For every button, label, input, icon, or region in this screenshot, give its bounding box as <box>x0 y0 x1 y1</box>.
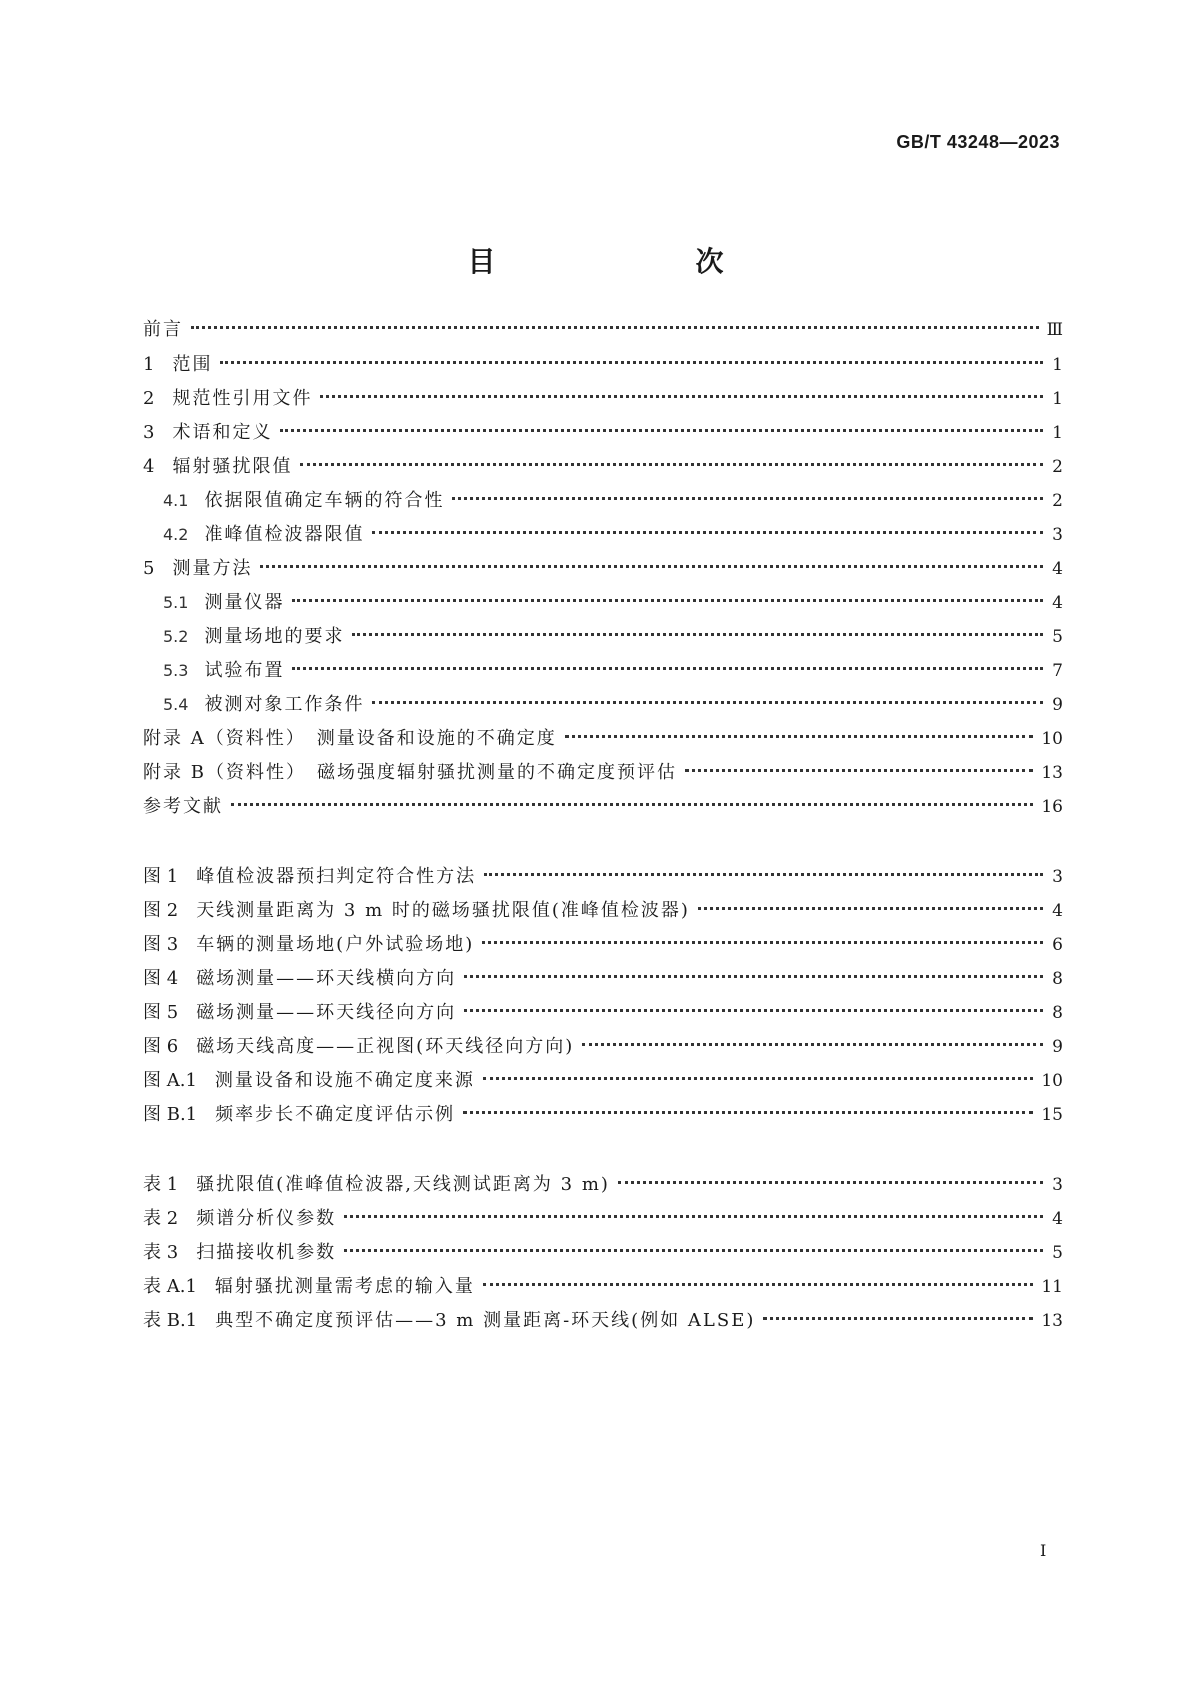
toc-entry-page: 3 <box>1052 867 1063 887</box>
dot-leader <box>372 531 1043 534</box>
toc-entry-label: 试验布置 <box>204 660 285 681</box>
toc-entry-page: 13 <box>1041 763 1063 783</box>
toc-entry-page: 4 <box>1052 901 1063 921</box>
toc-entry-label: 辐射骚扰限值 <box>172 456 293 477</box>
toc-subentry[interactable]: 5.1 测量仪器 4 <box>163 588 1063 618</box>
dot-leader <box>352 633 1043 636</box>
toc-entry-page: 10 <box>1041 1071 1063 1091</box>
toc-entry-references[interactable] <box>143 792 1063 822</box>
toc-entry-label: 被测对象工作条件 <box>204 694 365 715</box>
dot-leader <box>685 769 1033 772</box>
toc-entry-page: Ⅲ <box>1046 320 1063 340</box>
dot-leader <box>280 429 1043 432</box>
toc-subentry[interactable]: 4.1 依据限值确定车辆的符合性 2 <box>163 486 1063 516</box>
toc-entry-label: 术语和定义 <box>172 422 273 443</box>
toc-entry-label: 频谱分析仪参数 <box>196 1208 337 1229</box>
toc-entry-page: 9 <box>1052 1037 1063 1057</box>
toc-entry-label: 车辆的测量场地(户外试验场地) <box>196 934 475 955</box>
dot-leader <box>260 565 1043 568</box>
toc-entry[interactable]: 2 规范性引用文件 1 <box>143 384 1063 414</box>
dot-leader <box>698 907 1043 910</box>
toc-entry-label: 天线测量距离为 3 m 时的磁场骚扰限值(准峰值检波器) <box>196 900 690 921</box>
dot-leader <box>292 667 1043 670</box>
dot-leader <box>484 873 1043 876</box>
toc-entry-page: 5 <box>1052 627 1063 647</box>
dot-leader <box>483 1077 1033 1080</box>
toc-entry-label: 附录 B（资料性） 磁场强度辐射骚扰测量的不确定度预评估 <box>143 762 677 783</box>
toc-table-entry[interactable]: 表 2 频谱分析仪参数 4 <box>143 1204 1063 1234</box>
toc-subentry[interactable]: 4.2 准峰值检波器限值 3 <box>163 520 1063 550</box>
toc-subentry[interactable]: 5.4 被测对象工作条件 9 <box>163 690 1063 720</box>
toc-entry-appendix-a[interactable] <box>143 724 1063 754</box>
toc-figure-entry[interactable]: 图 2 天线测量距离为 3 m 时的磁场骚扰限值(准峰值检波器) 4 <box>143 896 1063 926</box>
toc-figure-entry[interactable]: 图 A.1 测量设备和设施不确定度来源 10 <box>143 1066 1063 1096</box>
toc-table-entry[interactable]: 表 3 扫描接收机参数 5 <box>143 1238 1063 1268</box>
toc-entry-label: 频率步长不确定度评估示例 <box>215 1104 456 1125</box>
toc-entry-label: 范围 <box>172 354 213 375</box>
toc-entry-page: 3 <box>1052 525 1063 545</box>
toc-entry-label: 磁场测量——环天线横向方向 <box>196 968 457 989</box>
toc-entry-label: 辐射骚扰测量需考虑的输入量 <box>214 1276 475 1297</box>
dot-leader <box>463 1111 1033 1114</box>
toc-entry-page: 13 <box>1041 1311 1063 1331</box>
toc-entry-label: 依据限值确定车辆的符合性 <box>204 490 445 511</box>
toc-table-entry[interactable]: 表 A.1 辐射骚扰测量需考虑的输入量 11 <box>143 1272 1063 1302</box>
toc-entry-page: 2 <box>1052 457 1063 477</box>
toc-entry-page: 4 <box>1052 1209 1063 1229</box>
page-title: 目 次 <box>467 245 772 278</box>
toc-entry-page: 4 <box>1052 593 1063 613</box>
toc-entry-label: 测量仪器 <box>204 592 285 613</box>
dot-leader <box>483 1283 1033 1286</box>
standard-code: GB/T 43248—2023 <box>896 132 1060 152</box>
toc-table-entry[interactable]: 表 1 骚扰限值(准峰值检波器,天线测试距离为 3 m) 3 <box>143 1170 1063 1200</box>
toc-entry[interactable] <box>143 315 1063 345</box>
toc-entry-page: 15 <box>1041 1105 1063 1125</box>
dot-leader <box>344 1249 1043 1252</box>
toc-entry[interactable]: 3 术语和定义 1 <box>143 418 1063 448</box>
toc-figure-entry[interactable]: 图 4 磁场测量——环天线横向方向 8 <box>143 964 1063 994</box>
dot-leader <box>565 735 1034 738</box>
toc-subentry[interactable]: 5.3 试验布置 7 <box>163 656 1063 686</box>
dot-leader <box>344 1215 1043 1218</box>
page-number: Ⅰ <box>1040 1541 1047 1560</box>
toc-figure-entry[interactable]: 图 1 峰值检波器预扫判定符合性方法 3 <box>143 862 1063 892</box>
dot-leader <box>464 975 1043 978</box>
toc-figure-entry[interactable]: 图 6 磁场天线高度——正视图(环天线径向方向) 9 <box>143 1032 1063 1062</box>
toc-entry-label: 峰值检波器预扫判定符合性方法 <box>196 866 477 887</box>
toc-figure-entry[interactable]: 图 5 磁场测量——环天线径向方向 8 <box>143 998 1063 1028</box>
toc-entry-page: 9 <box>1052 695 1063 715</box>
toc-figure-entry[interactable]: 图 B.1 频率步长不确定度评估示例 15 <box>143 1100 1063 1130</box>
dot-leader <box>300 463 1043 466</box>
dot-leader <box>372 701 1043 704</box>
dot-leader <box>763 1317 1033 1320</box>
dot-leader <box>618 1181 1043 1184</box>
toc-entry-appendix-b[interactable] <box>143 758 1063 788</box>
toc-entry-label: 典型不确定度预评估——3 m 测量距离-环天线(例如 ALSE) <box>215 1310 756 1331</box>
dot-leader <box>464 1009 1043 1012</box>
dot-leader <box>220 361 1043 364</box>
toc-entry[interactable]: 4 辐射骚扰限值 2 <box>143 452 1063 482</box>
toc-figure-entry[interactable]: 图 3 车辆的测量场地(户外试验场地) 6 <box>143 930 1063 960</box>
toc-entry-label: 参考文献 <box>143 796 223 817</box>
dot-leader <box>292 599 1043 602</box>
dot-leader <box>191 326 1039 329</box>
toc-entry-page: 8 <box>1052 1003 1063 1023</box>
toc-entry-label: 骚扰限值(准峰值检波器,天线测试距离为 3 m) <box>196 1174 610 1195</box>
toc-entry-page: 1 <box>1052 389 1063 409</box>
toc-entry-page: 4 <box>1052 559 1063 579</box>
toc-entry-label: 测量方法 <box>172 558 253 579</box>
dot-leader <box>231 803 1033 806</box>
toc-entry[interactable]: 1 范围 1 <box>143 350 1063 380</box>
toc-entry-label: 磁场天线高度——正视图(环天线径向方向) <box>196 1036 575 1057</box>
toc-entry-page: 8 <box>1052 969 1063 989</box>
toc-entry-label: 测量场地的要求 <box>204 626 345 647</box>
toc-entry-page: 1 <box>1052 423 1063 443</box>
toc-entry-label: 扫描接收机参数 <box>196 1242 337 1263</box>
toc-entry-page: 16 <box>1041 797 1063 817</box>
dot-leader <box>320 395 1043 398</box>
dot-leader <box>452 497 1043 500</box>
toc-entry-label: 前言 <box>143 319 183 340</box>
toc-entry-page: 1 <box>1052 355 1063 375</box>
toc-entry-page: 3 <box>1052 1175 1063 1195</box>
toc-entry-page: 5 <box>1052 1243 1063 1263</box>
toc-entry-label: 附录 A（资料性） 测量设备和设施的不确定度 <box>143 728 557 749</box>
toc-entry-page: 7 <box>1052 661 1063 681</box>
toc-entry-page: 2 <box>1052 491 1063 511</box>
dot-leader <box>482 941 1043 944</box>
dot-leader <box>582 1043 1043 1046</box>
toc-entry-page: 10 <box>1041 729 1063 749</box>
toc-entry-label: 规范性引用文件 <box>172 388 313 409</box>
toc-entry-label: 测量设备和设施不确定度来源 <box>214 1070 475 1091</box>
toc-entry[interactable]: 5 测量方法 4 <box>143 554 1063 584</box>
toc-entry-page: 11 <box>1041 1277 1063 1297</box>
toc-table-entry[interactable]: 表 B.1 典型不确定度预评估——3 m 测量距离-环天线(例如 ALSE) 13 <box>143 1306 1063 1336</box>
toc-entry-label: 磁场测量——环天线径向方向 <box>196 1002 457 1023</box>
toc-entry-label: 准峰值检波器限值 <box>204 524 365 545</box>
toc-entry-page: 6 <box>1052 935 1063 955</box>
toc-subentry[interactable]: 5.2 测量场地的要求 5 <box>163 622 1063 652</box>
